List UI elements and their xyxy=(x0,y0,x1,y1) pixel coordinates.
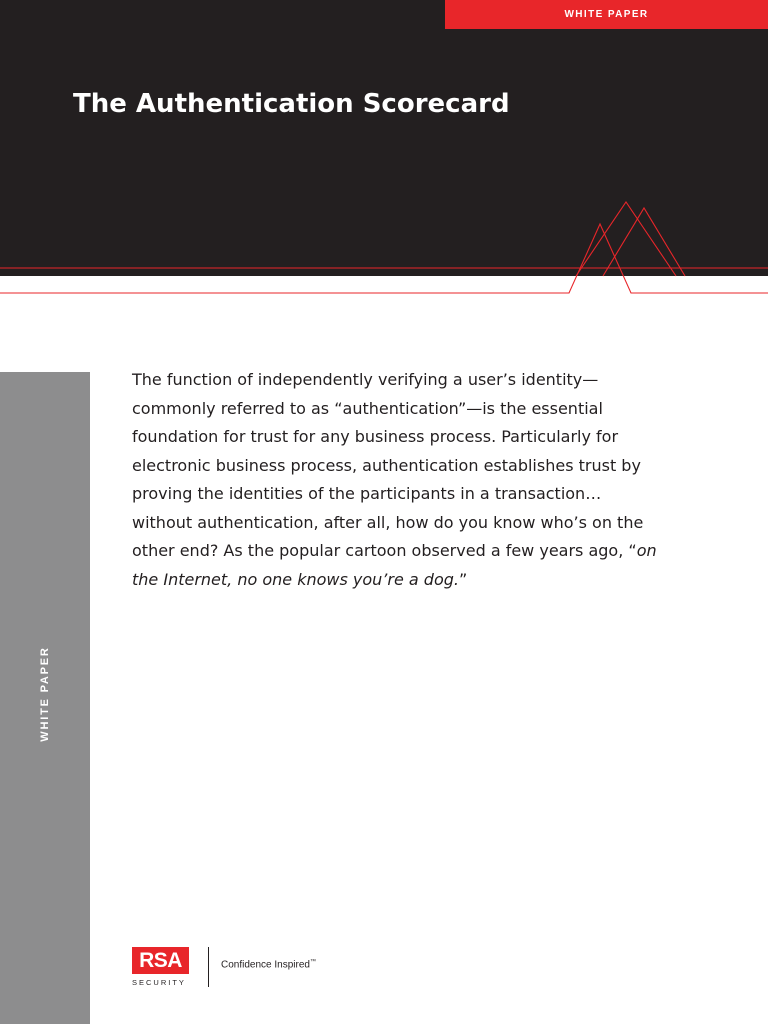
paragraph-line: commonly referred to as “authentication”—is the essential xyxy=(132,398,603,418)
intro-paragraph xyxy=(132,366,712,594)
top-tag-label: WHITE PAPER xyxy=(564,9,649,20)
decorative-lines xyxy=(0,195,768,300)
rsa-logo-mark: RSA xyxy=(132,947,189,974)
peak-one xyxy=(576,202,676,276)
paragraph-line: The function of independently verifying a user’s identity— xyxy=(132,370,599,389)
quote-start: on xyxy=(636,541,657,560)
closing-quote-mark: ” xyxy=(458,569,468,589)
paragraph-line: foundation for trust for any business process. Particularly for xyxy=(132,427,619,446)
paragraph-line xyxy=(132,566,712,595)
sidebar-label: WHITE PAPER xyxy=(39,646,51,742)
logo-divider xyxy=(208,947,209,987)
trademark-mark: ™ xyxy=(309,959,316,965)
paragraph-line-text: other end? As the popular cartoon observed a few years ago, “ xyxy=(132,541,637,560)
page-title: The Authentication Scorecard xyxy=(73,89,510,119)
paragraph-line: electronic business process, authentication establishes trust by xyxy=(132,455,641,475)
cartoon-quote: the Internet, no one knows you’re a dog. xyxy=(132,569,459,589)
top-tag xyxy=(445,0,768,29)
paragraph-line xyxy=(132,537,712,566)
rsa-logo-subtitle: SECURITY xyxy=(132,978,186,987)
paragraph-line: without authentication, after all, how do you know who’s on the xyxy=(132,512,644,532)
tagline-text: Confidence Inspired xyxy=(221,959,310,971)
header-rule-lower xyxy=(0,224,768,293)
tagline xyxy=(221,959,316,970)
rsa-logo xyxy=(132,947,192,991)
paragraph-line: proving the identities of the participants in a transaction… xyxy=(132,484,602,503)
